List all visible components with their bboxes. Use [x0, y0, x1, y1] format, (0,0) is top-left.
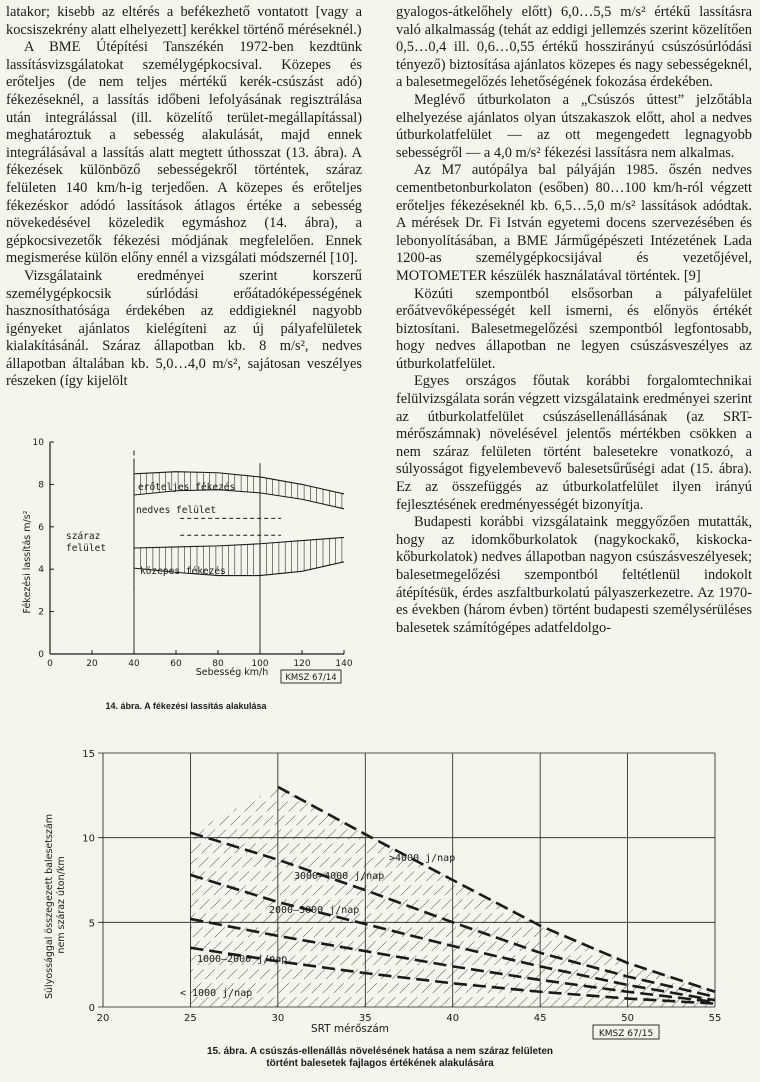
fig14-x-tick-label: 120 [293, 659, 311, 669]
fig15-hatch-line [451, 753, 711, 1007]
fig14-band-1-upper [134, 537, 344, 548]
fig15-hatch-line [748, 753, 760, 1007]
fig15-hatch-line [693, 753, 760, 1007]
fig15-x-tick-label: 25 [184, 1013, 197, 1024]
fig14-label-left-line: felület [66, 543, 107, 554]
paragraph: Egyes országos főutak korábbi forgalomtechnikai felülvizsgálata során végzett vizsgálataink eredményei szerint az útburkolatfelület csúszásellenállásának (az SRT-mérőszámnak) növelésével jelentős mértékben csökken a nem száraz felületen történt balesetekre vonatkozó, a súlyosságot figyelembevevő balesetsűrűségi adat (15. ábra). Ez az összefüggés az útburkolatfelület ilyen irányú fejlesztésének eredményességét bizonyítja. [396, 373, 753, 513]
fig15-hatch-line [0, 753, 150, 1007]
fig15-hatch-line [363, 753, 623, 1007]
fig14-x-tick-label: 80 [212, 659, 224, 669]
paragraph: Az M7 autópálya bal pályáján 1985. őszén nedves cementbetonburkolaton (esőben) 80…100 km/h-ról végzett erőteljes fékezéseknél kb. 6,5…5,0 m/s² lassítások adódtak. A mérések Dr. Fi István egyetemi docens szervezésében és lebonyolításában, a BME Járműgépészeti Intézetének Lada 1200-as személygépkocsijával és vezetőjével, MOTOMETER készülék használatával történtek. [9] [396, 162, 752, 284]
fig14-y-tick-label: 4 [38, 565, 44, 576]
fig14-label-top-band: erőteljes fékezés [138, 482, 236, 493]
fig14-code: KMSZ 67/14 [285, 673, 337, 683]
fig15-hatch-line [0, 753, 249, 1007]
fig15-hatch-line [561, 753, 760, 1007]
paragraph: Budapesti korábbi vizsgálataink meggyőzően mutatták, hogy az idomkőburkolatok (nagykockakő, kiskocka-kőburkolatok) nedves állapotban nagyon csúszásveszélyesek; balesetmegelőzési szempontból feltétlenül indokolt átépítésük, érdes aszfaltburkolatú pályaszerkezetre. Az 1970-es években (három évben) történt budapesti személysérüléses balesetek számítógépes adatfeldolgo- [396, 514, 752, 636]
fig15-hatch-line [671, 753, 760, 1007]
fig15-hatch-line [0, 753, 183, 1007]
fig15-hatch-line [396, 753, 656, 1007]
fig15-hatch-line [594, 753, 760, 1007]
figure-15-caption-line2: történt balesetek fajlagos értékének alakulására [266, 1058, 494, 1069]
fig14-y-tick-label: 8 [38, 480, 44, 491]
fig15-hatch-line [484, 753, 744, 1007]
fig15-hatch-line [0, 753, 260, 1007]
fig14-x-tick-label: 60 [170, 659, 182, 669]
fig14-x-tick-label: 0 [47, 659, 53, 669]
fig14-y-tick-label: 6 [38, 522, 44, 533]
fig15-x-tick-label: 20 [96, 1013, 110, 1024]
fig15-hatch-line [715, 753, 760, 1007]
figure-15-caption [100, 1046, 660, 1070]
fig15-series-label-2: 2000–3000 j/nap [269, 905, 360, 916]
fig15-y-tick-label: 0 [88, 1003, 95, 1014]
figure-15-caption-line1: 15. ábra. A csúszás-ellenállás növelésének hatása a nem száraz felületen [206, 1046, 554, 1057]
figure-15-chart [0, 735, 760, 1040]
fig15-y-tick-label: 5 [88, 918, 95, 930]
fig15-hatch-line [0, 753, 161, 1007]
fig15-hatch-line [726, 753, 760, 1007]
fig15-y-tick-label: 10 [82, 833, 95, 845]
fig15-x-tick-label: 40 [446, 1013, 460, 1024]
fig15-x-tick-label: 45 [533, 1013, 547, 1024]
fig14-x-tick-label: 100 [251, 659, 269, 669]
fig15-hatch-line [572, 753, 760, 1007]
fig15-hatch-line [539, 753, 760, 1007]
right-text-column [396, 4, 752, 637]
paragraph: Meglévő útburkolaton a „Csúszós úttest” jelzőtábla elhelyezése ajánlatos olyan útszakaszok előtt, ahol a nedves útburkolatfelület — az ott megengedett legnagyobb sebességről — a 4,0 m/s² fékezési lassításra nem alkalmas. [396, 91, 752, 161]
figure-14-caption: 14. ábra. A fékezési lassítás alakulása [105, 701, 267, 711]
fig15-hatch-line [44, 753, 304, 1007]
fig14-label-left-line: száraz [66, 531, 101, 542]
left-text-column [6, 4, 362, 391]
fig15-hatch-line [429, 753, 689, 1007]
fig14-code-box [281, 670, 341, 683]
fig15-hatch-line [385, 753, 645, 1007]
fig15-x-tick-label: 50 [621, 1013, 634, 1024]
figure-14-chart [0, 428, 390, 690]
fig15-ylabel [44, 811, 67, 999]
fig15-hatch-line [517, 753, 760, 1007]
fig15-series-label-4: < 1000 j/nap [180, 988, 253, 999]
fig15-hatch-line [704, 753, 760, 1007]
fig15-series-line-0 [278, 787, 715, 992]
paragraph: latakor; kisebb az eltérés a befékezhető vontatott [vagy a kocsiszekrény alatt elhelyezett] kerékkel történő méréseknél.) [6, 4, 362, 38]
fig14-x-tick-label: 20 [86, 659, 98, 669]
fig15-x-tick-label: 35 [358, 1013, 372, 1024]
fig15-xlabel: SRT mérőszám [310, 1023, 390, 1035]
fig15-hatch-line [0, 753, 172, 1007]
fig14-y-tick-label: 10 [32, 438, 44, 448]
fig15-hatch-line [616, 753, 760, 1007]
fig15-x-tick-label: 30 [271, 1013, 285, 1024]
fig15-hatch-line [737, 753, 760, 1007]
fig14-y-tick-label: 2 [38, 607, 44, 618]
fig14-y-tick-label: 0 [38, 650, 44, 660]
fig15-hatch-line [649, 753, 760, 1007]
fig15-code: KMSZ 67/15 [598, 1029, 654, 1039]
fig15-hatch-line [682, 753, 760, 1007]
fig15-hatch-line [638, 753, 760, 1007]
fig15-hatch-line [0, 753, 227, 1007]
fig15-x-tick-label: 55 [708, 1013, 722, 1024]
fig14-label-middle: nedves felület [136, 505, 217, 516]
fig15-hatch-line [0, 753, 194, 1007]
fig15-hatch-line [550, 753, 760, 1007]
fig14-xlabel: Sebesség km/h [195, 667, 269, 678]
fig14-x-tick-label: 40 [128, 659, 140, 669]
paragraph: Közúti szempontból elsősorban a pályafelület erőátvevőképességét kell ismerni, és előnyös értékét biztosítani. Balesetmegelőzési szempontból legfontosabb, hogy nedves állapotban ne legyen csúszásveszélyes az útburkolatfelület. [396, 285, 752, 372]
fig15-code-box [593, 1025, 659, 1039]
fig15-hatch-line [495, 753, 755, 1007]
paragraph: gyalogos-átkelőhely előtt) 6,0…5,5 m/s² értékű lassításra való alkalmasság (tehát az eddigi jellemzés szerint közelítően 0,5…0,4 ill. 0,6…0,55 értékű hosszirányú csúszósúrlódási tényező) biztosítása ajánlatos közepes és nagy sebességeknél, a balesetmegelőzés lehetőségének fokozása érdekében. [396, 4, 752, 91]
fig15-hatch-line [583, 753, 760, 1007]
fig15-hatch-line [0, 753, 238, 1007]
fig15-hatch-line [506, 753, 760, 1007]
fig15-hatch-line [660, 753, 760, 1007]
fig15-series-label-0: >4000 j/nap [389, 853, 456, 864]
fig15-series-label-1: 3000–4000 j/nap [294, 871, 385, 882]
paragraph: Vizsgálataink eredményei szerint korszerű személygépkocsik súrlódási erőátadóképességének hasznosíthatósága érdekében az eddigieknél nagyobb igényeket ajánlatos kielégíteni az új pályafelületek kialakításánál. Száraz állapotban kb. 8 m/s², nedves állapotban általában kb. 5,0…4,0 m/s², sajátosan veszélyes részeken (így kijelölt [6, 267, 362, 390]
fig15-ylabel-line: Súlyossággal összegezett balesetszám [44, 814, 55, 1000]
fig15-hatch-line [627, 753, 760, 1007]
fig14-label-bottom-band: közepes fékezés [140, 566, 226, 577]
fig14-x-tick-label: 140 [335, 659, 353, 669]
fig15-series-label-3: 1000–2000 j/nap [197, 954, 288, 965]
fig15-hatch-line [352, 753, 612, 1007]
fig15-y-tick-label: 15 [82, 749, 95, 760]
paragraph: A BME Útépítési Tanszékén 1972-ben kezdtünk lassításvizsgálatokat személygépkocsival. Közepes és erőteljes (de nem teljes mértékű kerék-csúszást adó) fékezéseknél, a lassítás időbeni lefolyásának regisztrálása után integrálással (ill. közelítő terület-megállapítással) meghatároztuk a sebesség alakulását, majd ennek integrálásával a lassítás alatt megtett úthosszat (13. ábra). A fékezések különböző sebességekről történtek, száraz felületen 140 km/h-ig terjedően. A közepes és erőteljes fékezéskor adódó lassítások átlagos értéke a sebesség növekedésével közeledik egymáshoz (14. ábra), a gépkocsivezetők fékezési módjának megfelelően. Ennek megismerése külön előny ennél a vizsgálati módszernél [10]. [6, 39, 362, 267]
fig15-hatch-line [55, 753, 315, 1007]
fig15-hatch-line [407, 753, 667, 1007]
fig15-hatch-line [605, 753, 760, 1007]
fig15-hatch-line [473, 753, 733, 1007]
fig14-ylabel: Fékezési lassítás m/s² [22, 510, 33, 614]
fig15-hatch-line [33, 753, 293, 1007]
fig14-label-left [66, 531, 106, 554]
fig15-hatch-line [440, 753, 700, 1007]
fig15-hatch-line [462, 753, 722, 1007]
fig15-hatch-line [0, 753, 216, 1007]
fig15-ylabel-line: nem száraz úton/km [56, 856, 67, 954]
